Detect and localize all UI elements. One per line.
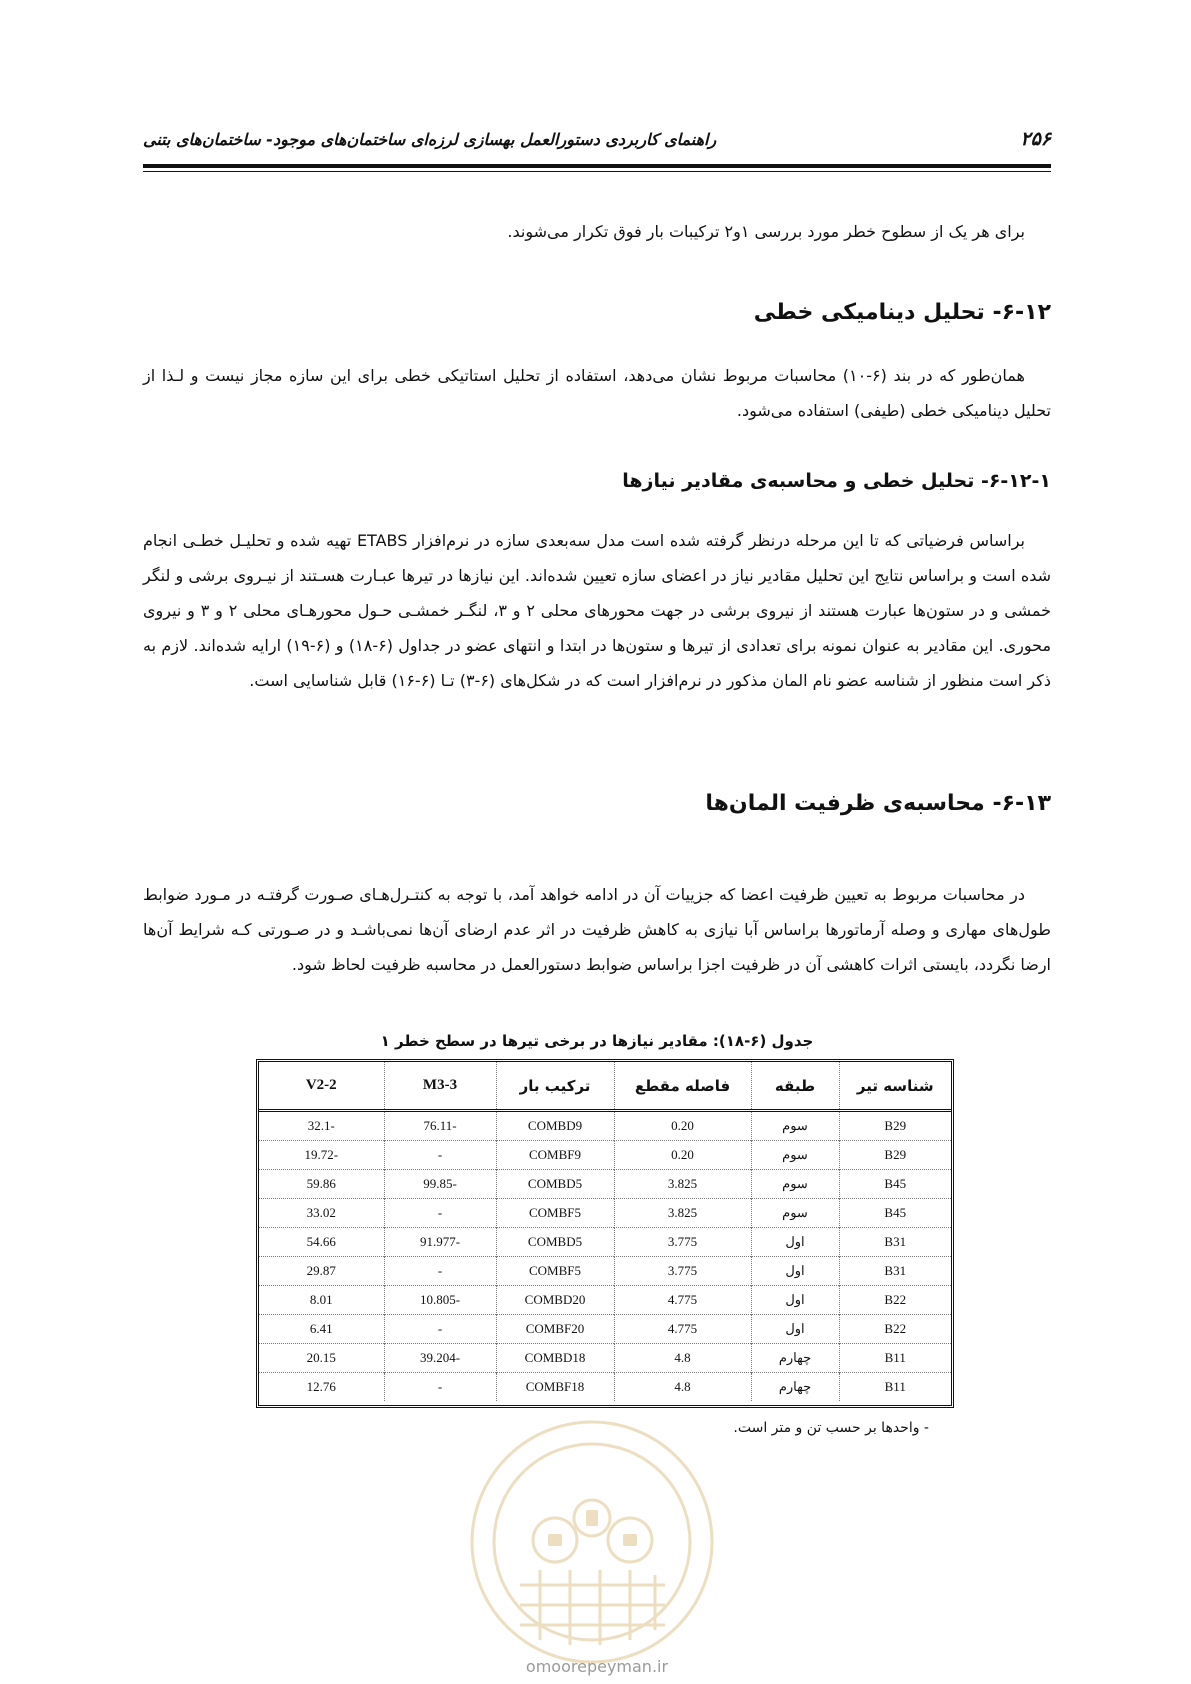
cell-story: چهارم	[751, 1373, 839, 1402]
cell-load-combo: COMBF5	[496, 1199, 614, 1228]
cell-v22: 20.15	[259, 1344, 384, 1373]
cell-beam-id: B31	[839, 1228, 951, 1257]
table-row	[259, 1257, 951, 1286]
cell-load-combo: COMBF9	[496, 1141, 614, 1170]
cell-story: اول	[751, 1257, 839, 1286]
cell-beam-id: B45	[839, 1170, 951, 1199]
cell-beam-id: B29	[839, 1141, 951, 1170]
cell-load-combo: COMBF18	[496, 1373, 614, 1402]
cell-v22: 12.76	[306, 1379, 336, 1394]
cell-m33: -99.85	[384, 1170, 496, 1199]
cell-story: سوم	[751, 1141, 839, 1170]
cell-v22: 29.87	[259, 1257, 384, 1286]
watermark-seal-logo	[460, 1410, 725, 1675]
cell-v22: 8.01	[259, 1286, 384, 1315]
cell-m33: -	[384, 1141, 496, 1170]
cell-load-combo: COMBF5	[496, 1257, 614, 1286]
cell-story: اول	[751, 1315, 839, 1344]
cell-section-distance: 3.775	[614, 1257, 751, 1286]
section-heading-6-13: ۶-۱۳- محاسبه‌ی ظرفیت المان‌ها	[705, 791, 1051, 816]
cell-section-distance: 4.8	[614, 1373, 751, 1402]
cell-m33: -	[384, 1199, 496, 1228]
table-caption: جدول (۶-۱۸): مقادیر نیازها در برخی تیرها در سطح خطر ۱	[380, 1032, 814, 1050]
table-header-row	[259, 1062, 951, 1111]
table-row	[259, 1344, 951, 1373]
intro-paragraph: برای هر یک از سطوح خطر مورد بررسی ۱و۲ ترکیبات بار فوق تکرار می‌شوند.	[507, 222, 1025, 241]
cell-section-distance: 4.775	[614, 1315, 751, 1344]
cell-load-combo: COMBF20	[496, 1315, 614, 1344]
page-number: ۲۵۶	[1020, 128, 1051, 150]
cell-load-combo: COMBD5	[496, 1228, 614, 1257]
demand-table	[256, 1059, 954, 1408]
table-row	[259, 1199, 951, 1228]
col-header-v22: V2-2	[259, 1062, 384, 1111]
col-header-beam-id: شناسه تیر	[839, 1062, 951, 1111]
table-row	[259, 1373, 951, 1402]
section-heading-6-12: ۶-۱۲- تحلیل دینامیکی خطی	[753, 300, 1051, 325]
cell-m33: -10.805	[384, 1286, 496, 1315]
cell-section-distance: 3.825	[614, 1170, 751, 1199]
cell-load-combo: COMBD5	[496, 1170, 614, 1199]
section-6-13-paragraph: در محاسبات مربوط به تعیین ظرفیت اعضا که جزییات آن در ادامه خواهد آمد، با توجه به کنتـرل‌هـای صـورت گرفتـه در مـورد ضوابط طول‌های مهاری و وصله آرماتورها براساس آبا نیازی به کاهش ظرفیت در اثر عدم ارضای آن‌ها نمی‌باشـد و در صـورتی کـه شرایط آن‌ها ارضا نگردد، بایستی اثرات کاهشی آن در ظرفیت اجزا براساس ضوابط دستورالعمل در محاسبه ظرفیت لحاظ شود.	[143, 885, 1051, 974]
running-header-title: راهنمای کاربردی دستورالعمل بهسازی لرزه‌ای ساختمان‌های موجود- ساختمان‌های بتنی	[143, 130, 717, 149]
table-row	[259, 1111, 951, 1141]
table-row	[259, 1170, 951, 1199]
cell-v22: 33.02	[259, 1199, 384, 1228]
running-header	[143, 128, 1051, 158]
cell-m33: -	[384, 1373, 496, 1402]
watermark-url: omoorepeyman.ir	[525, 1657, 669, 1676]
cell-load-combo: COMBD9	[496, 1111, 614, 1141]
cell-beam-id: B11	[839, 1344, 951, 1373]
cell-v22: -32.1	[259, 1111, 384, 1141]
cell-story: سوم	[751, 1111, 839, 1141]
col-header-load-combo: ترکیب بار	[496, 1062, 614, 1111]
cell-load-combo: COMBD18	[496, 1344, 614, 1373]
cell-story: چهارم	[751, 1344, 839, 1373]
cell-load-combo: COMBD20	[496, 1286, 614, 1315]
cell-m33: -	[384, 1315, 496, 1344]
cell-section-distance: 0.20	[614, 1111, 751, 1141]
section-heading-6-12-1: ۶-۱۲-۱- تحلیل خطی و محاسبه‌ی مقادیر نیازها	[622, 470, 1051, 492]
cell-m33: -91.977	[384, 1228, 496, 1257]
table-row	[259, 1315, 951, 1344]
cell-beam-id: B22	[839, 1286, 951, 1315]
header-rule	[143, 164, 1051, 168]
cell-story: اول	[751, 1228, 839, 1257]
cell-beam-id: B31	[839, 1257, 951, 1286]
cell-beam-id: B45	[839, 1199, 951, 1228]
cell-section-distance: 4.775	[614, 1286, 751, 1315]
section-6-12-1-paragraph: براساس فرضیاتی که تا این مرحله درنظر گرفته شده است مدل سه‌بعدی سازه در نرم‌افزار ETABS تهیه شده و تحلیـل خطـی انجام شده است و براساس نتایج این تحلیل مقادیر نیاز در اعضای سازه تعیین شده‌اند. این نیازها در تیرها عبـارت هسـتند از نیـروی برشی و لنگر خمشی و در ستون‌ها عبارت هستند از نیروی برشی در جهت محورهای محلی ۲ و ۳، لنگـر خمشـی حـول محورهـای محلی ۲ و ۳ و نیروی محوری. این مقادیر به عنوان نمونه برای تعدادی از تیرها و ستون‌ها در ابتدا و انتهای عضو در جداول (۶-۱۸) و (۶-۱۹) ارایه شده‌اند. لازم به ذکر است منظور از شناسه عضو نام المان مذکور در نرم‌افزار است که در شکل‌های (۶-۳) تـا (۶-۱۶) قابل شناسایی است.	[143, 531, 1052, 690]
col-header-m33: M3-3	[384, 1062, 496, 1111]
col-header-section-distance: فاصله مقطع	[614, 1062, 751, 1111]
cell-v22: -19.72	[259, 1141, 384, 1170]
cell-beam-id: B11	[839, 1373, 951, 1402]
cell-section-distance: 0.20	[614, 1141, 751, 1170]
table-row	[259, 1286, 951, 1315]
cell-section-distance: 3.825	[614, 1199, 751, 1228]
header-rule-thin	[143, 171, 1051, 172]
cell-beam-id: B22	[839, 1315, 951, 1344]
cell-v22: 6.41	[259, 1315, 384, 1344]
col-header-story: طبقه	[751, 1062, 839, 1111]
cell-story: سوم	[751, 1170, 839, 1199]
table-row	[259, 1228, 951, 1257]
cell-section-distance: 3.775	[614, 1228, 751, 1257]
cell-m33: -76.11	[384, 1111, 496, 1141]
cell-story: اول	[751, 1286, 839, 1315]
cell-story: سوم	[751, 1199, 839, 1228]
cell-v22: 54.66	[259, 1228, 384, 1257]
table-note: - واحدها بر حسب تن و متر است.	[733, 1420, 929, 1436]
cell-m33: -	[384, 1257, 496, 1286]
table-row	[259, 1141, 951, 1170]
cell-section-distance: 4.8	[614, 1344, 751, 1373]
cell-m33: -39.204	[384, 1344, 496, 1373]
section-6-12-paragraph: همان‌طور که در بند (۶-۱۰) محاسبات مربوط نشان می‌دهد، استفاده از تحلیل استاتیکی خطی برای این سازه مجاز نیست و لـذا از تحلیل دینامیکی خطی (طیفی) استفاده می‌شود.	[143, 366, 1051, 420]
cell-v22: 59.86	[259, 1170, 384, 1199]
cell-beam-id: B29	[839, 1111, 951, 1141]
